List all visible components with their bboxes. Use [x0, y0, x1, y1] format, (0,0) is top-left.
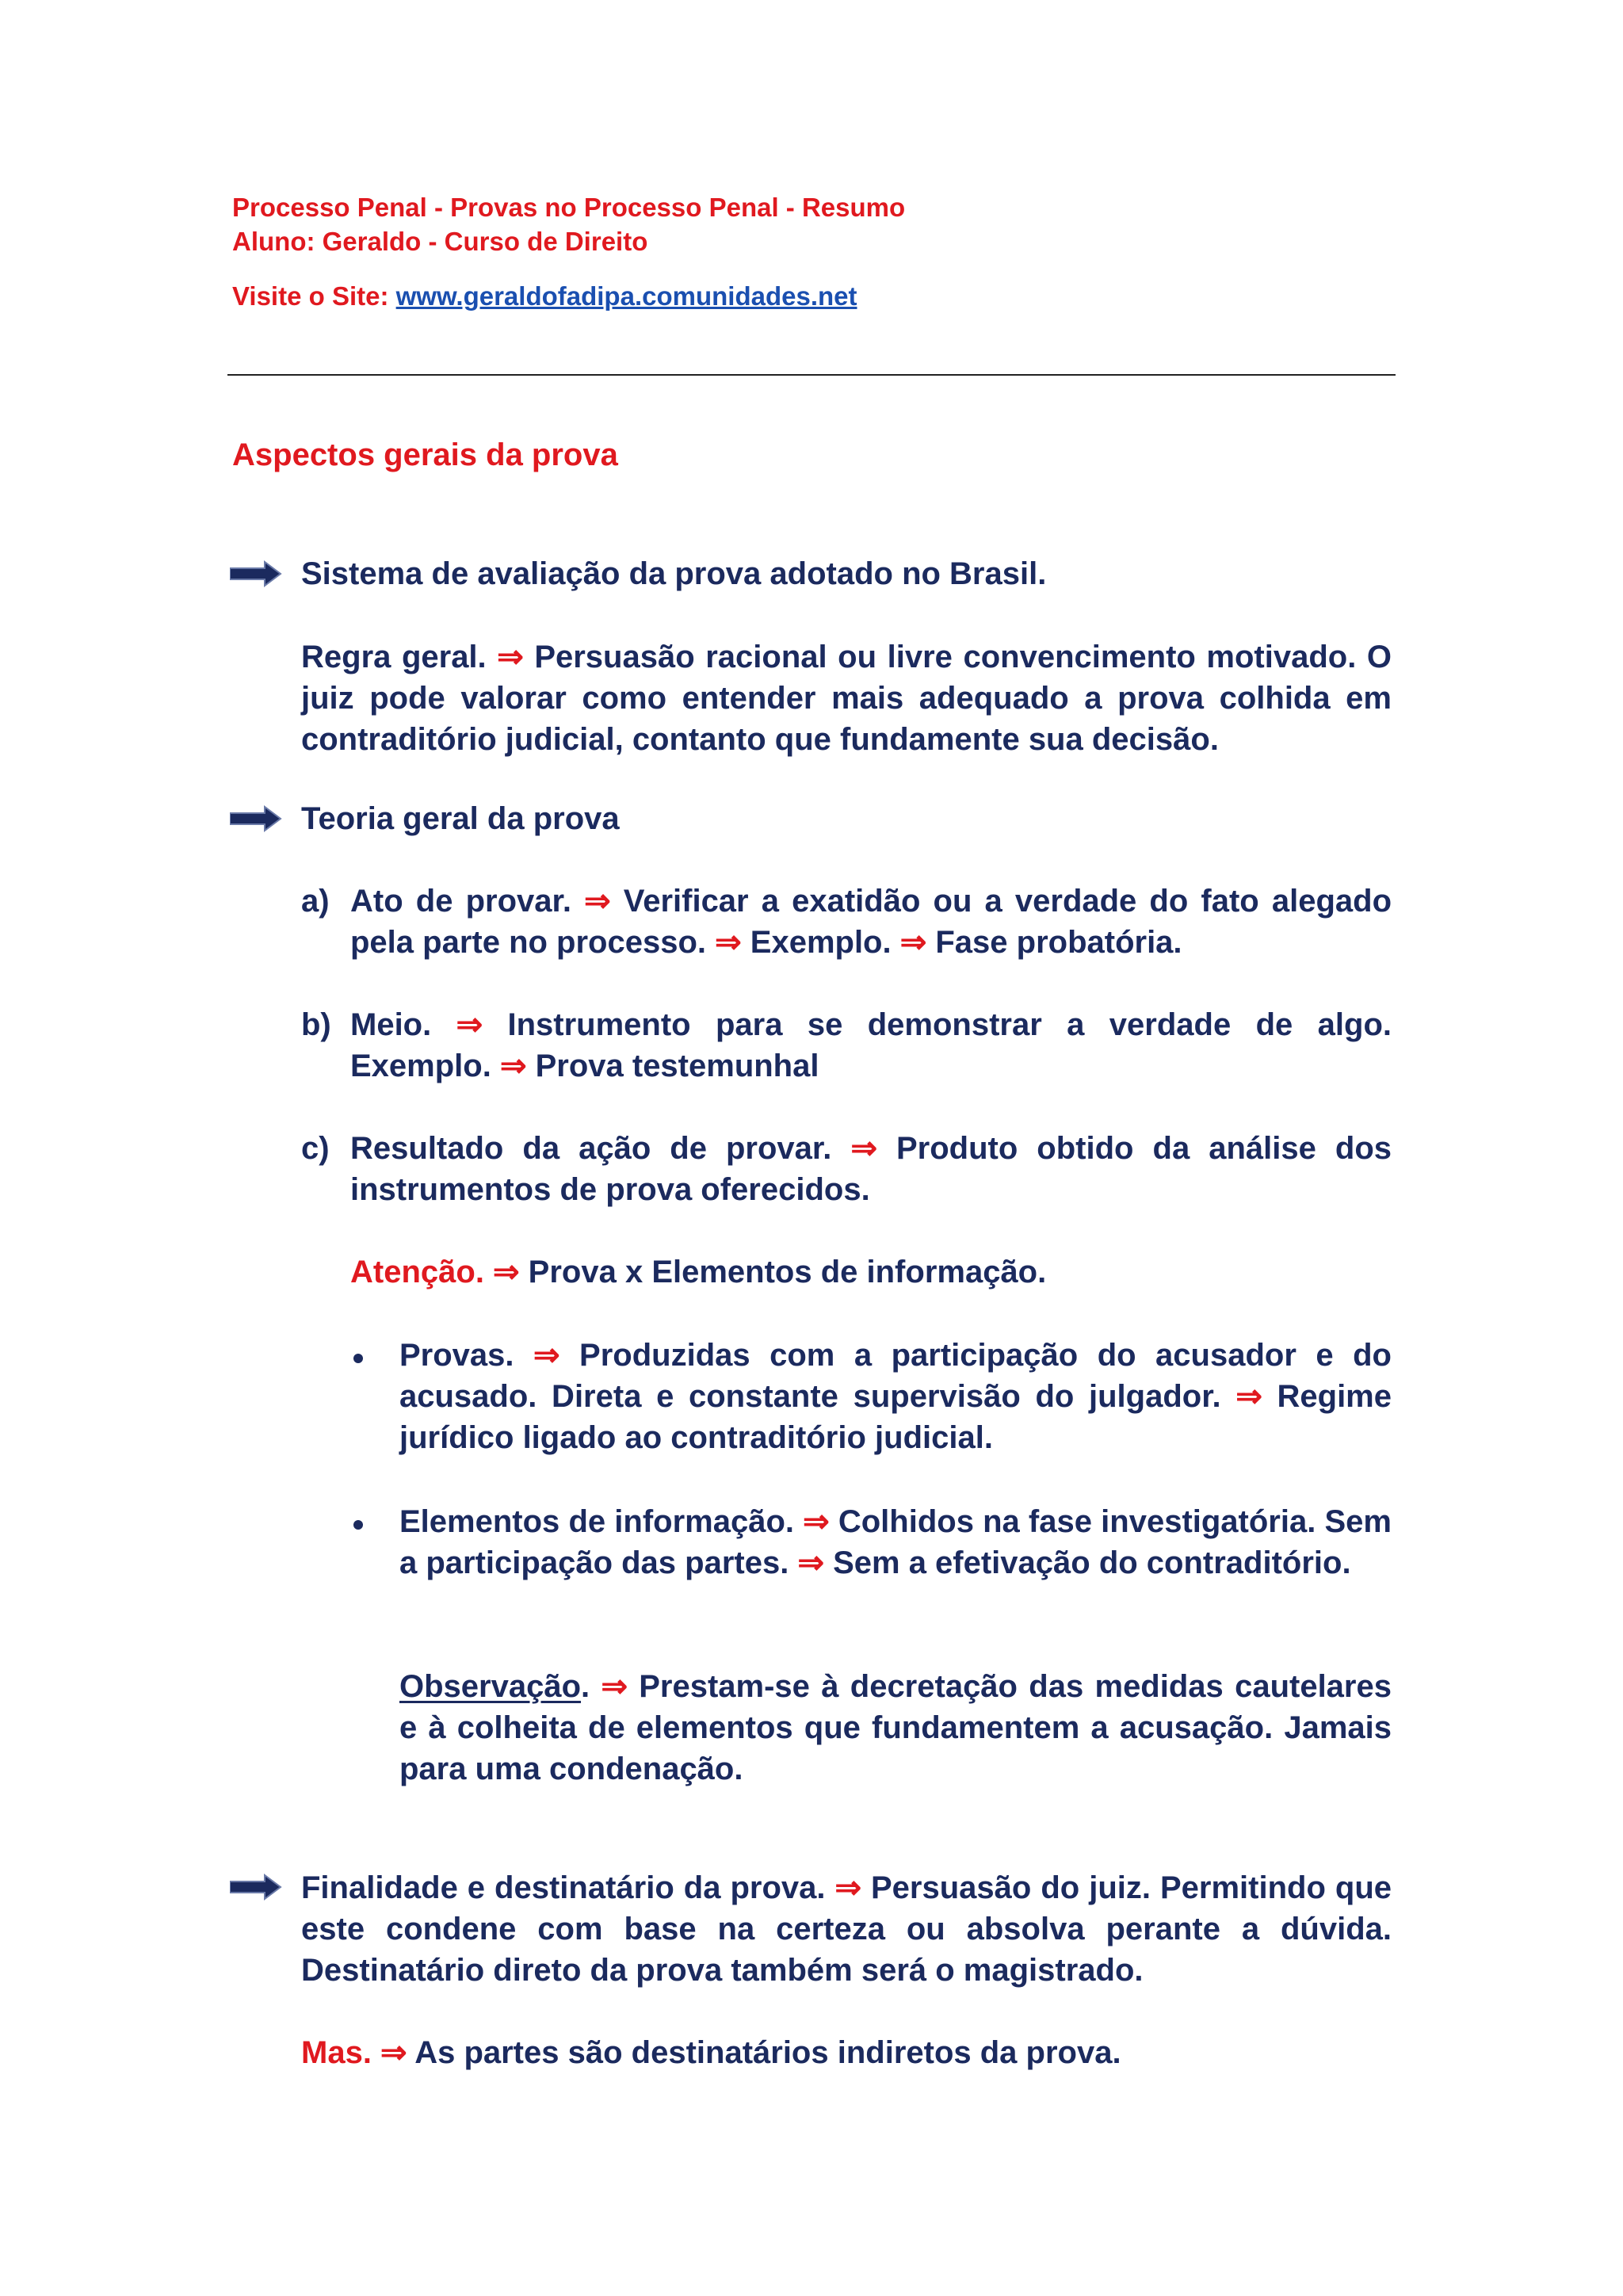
- implies-symbol: ⇒: [499, 1049, 527, 1083]
- list-item-a-phase: Fase probatória.: [926, 925, 1182, 960]
- list-item-a: [350, 881, 1392, 963]
- implies-symbol: ⇒: [1235, 1379, 1262, 1414]
- list-item-c-label: Resultado da ação de provar.: [350, 1131, 851, 1166]
- right-arrow-icon: [230, 560, 282, 587]
- mas-text: As partes são destinatários indiretos da prova.: [407, 2035, 1121, 2070]
- s3-paragraph: [301, 1867, 1392, 1991]
- implies-symbol: ⇒: [715, 925, 742, 960]
- list-marker-a: a): [301, 884, 330, 919]
- header-site: [232, 281, 857, 312]
- implies-symbol: ⇒: [601, 1669, 628, 1704]
- header-title: Processo Penal - Provas no Processo Penal - Resumo: [232, 193, 906, 222]
- header-divider: [227, 374, 1396, 376]
- bullet-provas-regime: Regime jurídico ligado ao contraditório judicial.: [399, 1379, 1392, 1455]
- mas-line: [301, 2032, 1392, 2073]
- bullet-elementos-contraditorio: Sem a efetivação do contraditório.: [823, 1545, 1351, 1580]
- list-item-c: [350, 1128, 1392, 1210]
- bullet-elementos-text: Colhidos na fase investigatória. Sem a participação das partes.: [399, 1504, 1392, 1580]
- implies-symbol: ⇒: [797, 1545, 824, 1580]
- bullet-elementos: [399, 1501, 1392, 1584]
- bullet-elementos-label: Elementos de informação.: [399, 1504, 804, 1539]
- implies-symbol: ⇒: [493, 1255, 520, 1289]
- header-student: Aluno: Geraldo - Curso de Direito: [232, 227, 648, 256]
- implies-symbol: ⇒: [584, 884, 611, 919]
- implies-symbol: ⇒: [899, 925, 927, 960]
- implies-symbol: ⇒: [834, 1870, 861, 1905]
- site-link[interactable]: www.geraldofadipa.comunidades.net: [395, 281, 857, 311]
- list-marker-b: b): [301, 1007, 331, 1042]
- s1-rule-label: Regra geral.: [301, 640, 498, 674]
- site-label: Visite o Site:: [232, 281, 396, 311]
- list-item-b-example: Prova testemunhal: [526, 1049, 819, 1083]
- observation-dot: .: [581, 1669, 601, 1704]
- observation-label: Observação: [399, 1669, 582, 1704]
- list-item-b-label: Meio.: [350, 1007, 456, 1042]
- list-item-b: [350, 1004, 1392, 1087]
- bullet-provas-label: Provas.: [399, 1338, 534, 1373]
- s1-rule-text: Persuasão racional ou livre convencimento motivado. O juiz pode valorar como entender mais adequado a prova colhida em contraditório judicial, contanto que fundamente sua decisão.: [301, 640, 1392, 757]
- s3-text: Persuasão do juiz. Permitindo que este condene com base na certeza ou absolva perante a dúvida. Destinatário direto da prova também será o magistrado.: [301, 1870, 1392, 1988]
- observation-text: Prestam-se à decretação das medidas cautelares e à colheita de elementos que fundamentem a acusação. Jamais para uma condenação.: [399, 1669, 1392, 1786]
- s1-title: Sistema de avaliação da prova adotado no Brasil.: [301, 556, 1047, 591]
- list-item-b-text: Instrumento para se demonstrar a verdade de algo. Exemplo.: [350, 1007, 1392, 1083]
- right-arrow-icon: [230, 805, 282, 832]
- list-item-a-example: Exemplo.: [741, 925, 900, 960]
- s2-title: Teoria geral da prova: [301, 801, 620, 836]
- section-title: Aspectos gerais da prova: [232, 437, 618, 472]
- attention-line: [350, 1251, 1392, 1293]
- list-item-a-text: Verificar a exatidão ou a verdade do fato alegado pela parte no processo.: [350, 884, 1392, 960]
- implies-symbol: ⇒: [803, 1504, 830, 1539]
- list-marker-c: c): [301, 1131, 330, 1166]
- s1-rule-paragraph: [301, 636, 1392, 760]
- implies-symbol: ⇒: [380, 2035, 407, 2070]
- bullet-dot: [353, 1520, 363, 1530]
- bullet-provas-text: Produzidas com a participação do acusador e do acusado. Direta e constante supervisão do julgador.: [399, 1338, 1392, 1414]
- attention-text: Prova x Elementos de informação.: [519, 1255, 1047, 1289]
- implies-symbol: ⇒: [456, 1007, 483, 1042]
- mas-label: Mas.: [301, 2035, 381, 2070]
- list-item-c-text: Produto obtido da análise dos instrumentos de prova oferecidos.: [350, 1131, 1392, 1207]
- attention-label: Atenção.: [350, 1255, 494, 1289]
- observation-paragraph: [399, 1666, 1392, 1790]
- bullet-provas: [399, 1335, 1392, 1458]
- bullet-dot: [353, 1354, 363, 1363]
- implies-symbol: ⇒: [497, 640, 524, 674]
- list-item-a-label: Ato de provar.: [350, 884, 585, 919]
- implies-symbol: ⇒: [533, 1338, 560, 1373]
- right-arrow-icon: [230, 1874, 282, 1901]
- s3-title: Finalidade e destinatário da prova.: [301, 1870, 835, 1905]
- implies-symbol: ⇒: [850, 1131, 877, 1166]
